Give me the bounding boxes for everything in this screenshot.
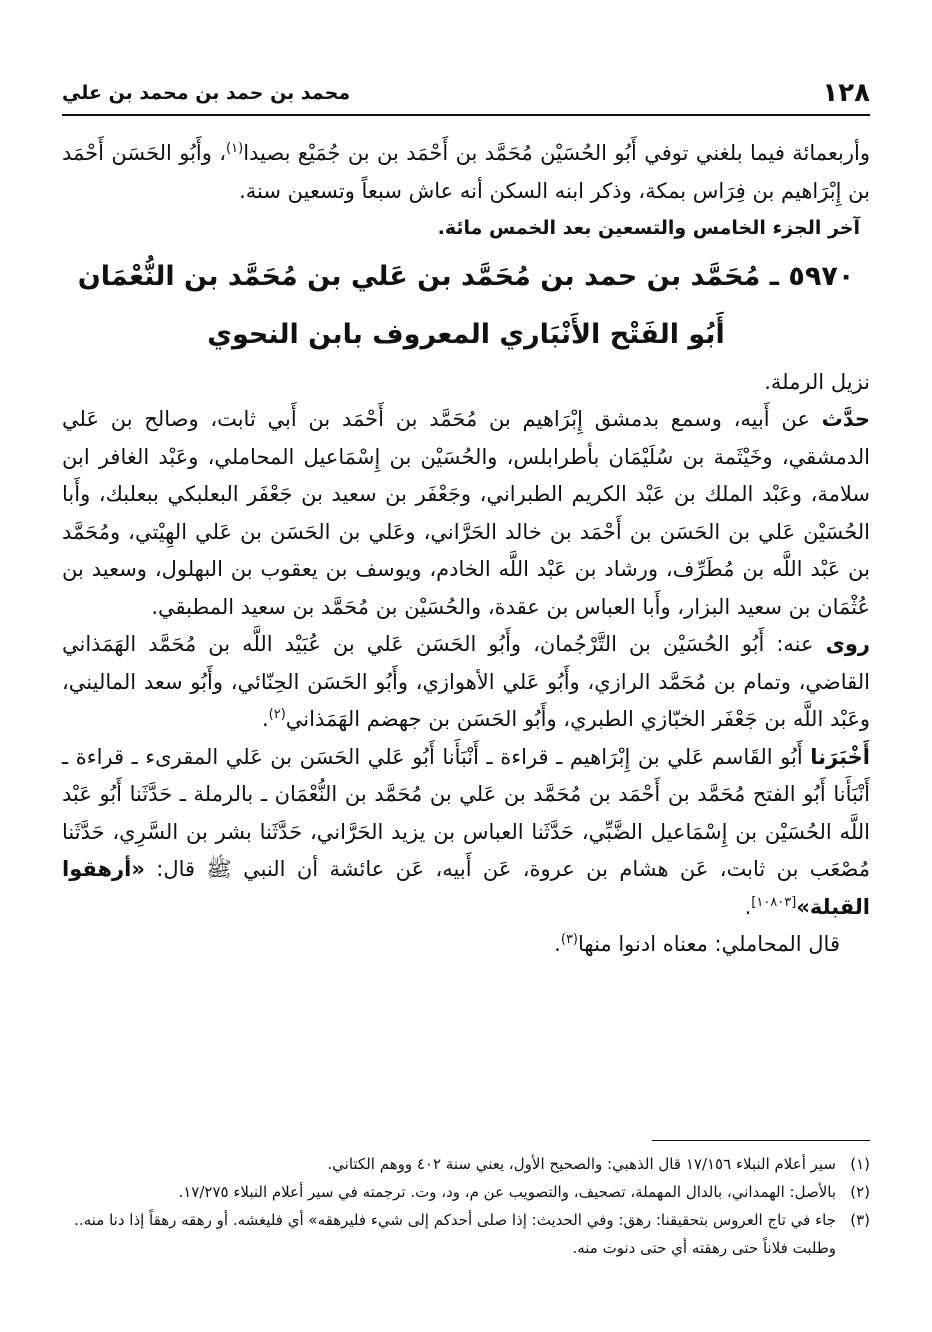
part-end-note: آخر الجزء الخامس والتسعين بعد الخمس مائة.	[437, 217, 860, 239]
footnote	[62, 1206, 870, 1262]
keyword-rawa: روى	[825, 632, 870, 656]
sentence-end: .	[554, 932, 561, 956]
footnote-number: (١)	[850, 1155, 870, 1173]
keyword-haddath: حدَّث	[821, 407, 870, 431]
paragraph-text: قال المحاملي: معناه ادنوا منها	[578, 932, 840, 956]
running-head: محمد بن حمد بن محمد بن علي	[62, 82, 351, 104]
footnote-ref-2[interactable]: (٢)	[268, 707, 286, 722]
paragraph-mahamili	[62, 926, 870, 964]
footnote-divider	[652, 1140, 870, 1141]
page-number: ١٢٨	[822, 78, 870, 108]
entry-title-line-2: أَبُو الفَتْح الأَنْبَاري المعروف بابن النحوي	[207, 318, 725, 350]
page	[62, 0, 870, 1332]
hadith-text: «أرهقوا القبلة»	[62, 857, 870, 919]
footnote-text: جاء في تاج العروس بتحقيقنا: رهق: وفي الحديث: إذا صلى أحدكم إلى شيء فليرهقه» أي فليغشه. أو رهقه رهقاً إذا دنا منه.. وطلبت فلاناً حتى رهقته أي حتى دنوت منه.	[74, 1211, 836, 1257]
sentence-end: .	[261, 707, 269, 731]
paragraph-rawa	[62, 626, 870, 739]
page-header	[62, 60, 870, 116]
paragraph-haddath	[62, 401, 870, 626]
keyword-akhbarana: أَخْبَرَنا	[810, 744, 870, 769]
footnote-ref-3[interactable]: (٣)	[560, 932, 578, 947]
entry-title-line-1: ٥٩٧٠ ـ مُحَمَّد بن حمد بن مُحَمَّد بن عَلي بن مُحَمَّد بن النُّعْمَان	[77, 260, 855, 292]
sentence-end: .	[744, 894, 752, 919]
paragraph-text: عنه: أَبُو الحُسَيْن بن التَّرْجُمان، وأَبُو الحَسَن عَلي بن عُبَيْد اللَّه بن مُحَمَّد الهَمَذاني القاضي، وتمام بن مُحَمَّد الرازي، وأَبُو عَلي الأهوازي، وأَبُو الحَسَن الحِنّائي، وأَبُو سعد الماليني، وعَبْد اللَّه بن جَعْفَر الخبّازي الطبري، وأَبُو الحَسَن بن جهضم الهَمَذاني	[62, 632, 870, 731]
footnote-text: بالأصل: الهمداني، بالدال المهملة، تصحيف، والتصويب عن م، ود، وت. ترجمته في سير أعلام النبلاء ١٧/٢٧٥.	[178, 1183, 836, 1201]
paragraph-akhbarana	[62, 739, 870, 927]
paragraph-death-note	[62, 135, 870, 210]
paragraph-text-cont: ، وأَبُو الحَسَن أَحْمَد بن إِبْرَاهيم بن فِرَاس بمكة، وذكر ابنه السكن أنه عاش سبعاً وتسعين سنة.	[62, 141, 870, 203]
footnote-text: سير أعلام النبلاء ١٧/١٥٦ قال الذهبي: والصحيح الأول، يعني سنة ٤٠٢ ووهم الكتاني.	[327, 1155, 836, 1173]
footnote	[62, 1178, 870, 1206]
residence-line: نزيل الرملة.	[764, 369, 870, 394]
hadith-number: [١٠٨٠٣]	[751, 894, 797, 910]
paragraph-text: عن أَبيه، وسمع بدمشق إِبْرَاهيم بن مُحَمَّد بن أَحْمَد بن أَبي ثابت، وصالح بن عَلي الدمشقي، وخَيْثَمة بن سُلَيْمَان بأطرابلس، والحُسَيْن بن إِسْمَاعيل المحاملي، وعَبْد الغافر ابن سلامة، وعَبْد الملك بن عَبْد الكريم الطبراني، وجَعْفَر بن سعيد بن جَعْفَر البعلبكي ببعلبك، وأَبا الحُسَيْن عَلي بن الحَسَن بن أَحْمَد بن خالد الحَرَّاني، وعَلي بن الحَسَن بن عَلي الهِيْتي، ومُحَمَّد بن عَبْد اللَّه بن مُطَرِّف، ورشاد بن عَبْد اللَّه الخادم، ويوسف بن يعقوب بن البهلول، وسعيد بن عُثْمَان بن سعيد البزار، وأَبا العباس بن عقدة، والحُسَيْن بن مُحَمَّد بن سعيد المطبقي.	[62, 407, 870, 619]
footnotes	[62, 1150, 870, 1262]
footnote-number: (٣)	[850, 1211, 870, 1229]
footnote-ref-1[interactable]: (١)	[226, 141, 244, 156]
footnote	[62, 1150, 870, 1178]
paragraph-text: أَبُو القَاسم عَلي بن إِبْرَاهيم ـ قراءة ـ أَنْبَأَنا أَبُو عَلي الحَسَن بن عَلي المقرىء ـ قراءة ـ أَنْبَأَنا أَبُو الفتح مُحَمَّد بن أَحْمَد بن مُحَمَّد بن عَلي بن مُحَمَّد بن النُّعْمَان ـ بالرملة ـ حَدَّثَنا أَبُو عَبْد اللَّه الحُسَيْن بن إِسْمَاعيل الضَّبِّي، حَدَّثَنا العباس بن يزيد الحَرَّاني، حَدَّثَنا بشر بن السَّرِي، حَدَّثَنا مُصْعَب بن ثابت، عَن هشام بن عروة، عَن أَبيه، عَن عائشة أن النبي ﷺ قال:	[62, 744, 870, 881]
main-text	[62, 135, 870, 964]
footnote-number: (٢)	[850, 1183, 870, 1201]
paragraph-text: وأربعمائة فيما بلغني توفي أَبُو الحُسَيْن مُحَمَّد بن أَحْمَد بن بن جُمَيْع بصيدا	[243, 141, 870, 165]
